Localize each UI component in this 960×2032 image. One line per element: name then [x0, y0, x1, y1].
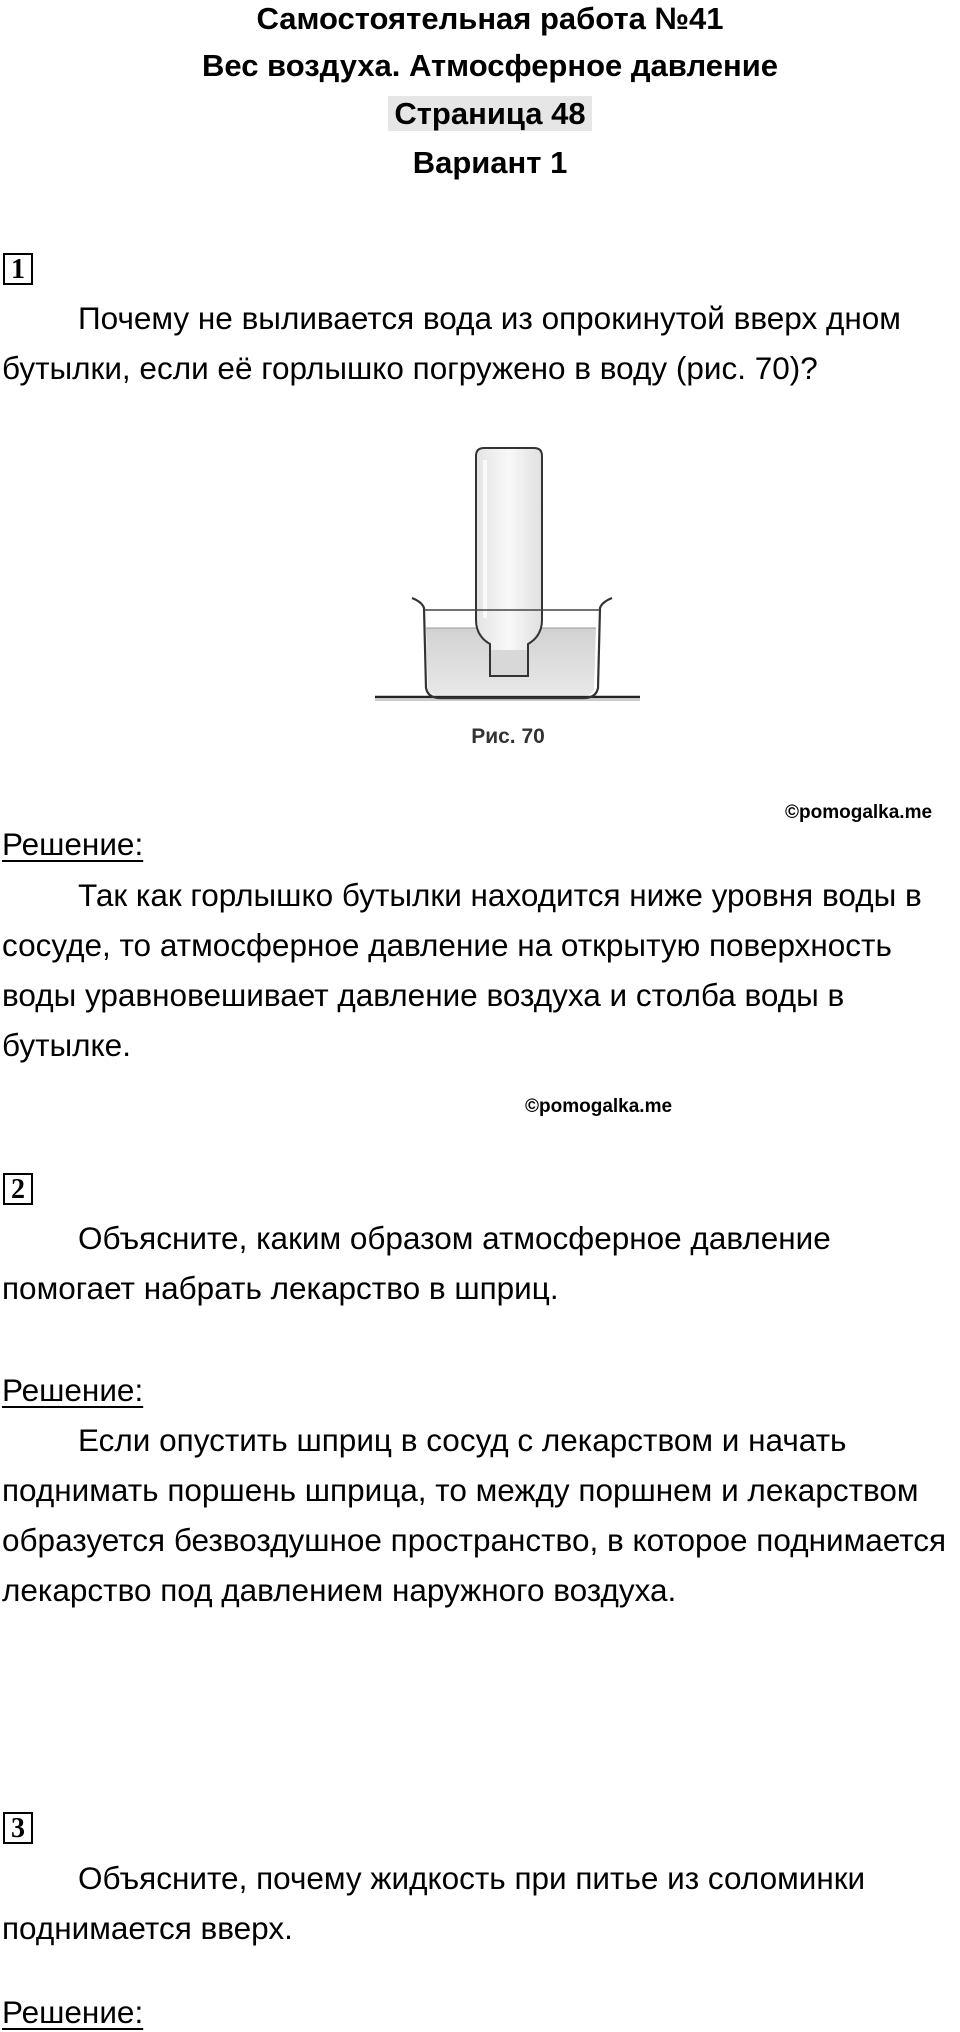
solution-label: Решение: — [2, 1372, 144, 1408]
task-number-box: 3 — [3, 1812, 33, 1844]
task-question: Почему не выливается вода из опрокинутой вверх дном бутылки, если её горлышко погружено в воду (рис. 70)? — [2, 300, 901, 386]
page-number-line — [0, 95, 960, 133]
variant-label: Вариант 1 — [412, 145, 568, 180]
watermark: ©pomogalka.me — [785, 802, 933, 823]
task-question: Объясните, почему жидкость при питье из соломинки поднимается вверх. — [2, 1860, 866, 1946]
figure-bottle-in-beaker — [370, 440, 640, 760]
solution-label: Решение: — [2, 826, 144, 862]
page-title: Самостоятельная работа №41 — [256, 1, 724, 36]
figure-caption: Рис. 70 — [471, 725, 545, 748]
solution-text: Если опустить шприц в сосуд с лекарством и начать поднимать поршень шприца, то между поршнем и лекарством образуется безвоздушное пространство, в которое поднимается лекарство под давлением наружного воздуха. — [2, 1422, 947, 1608]
task-number-box: 1 — [3, 253, 33, 285]
page-subtitle: Вес воздуха. Атмосферное давление — [201, 48, 778, 83]
watermark: ©pomogalka.me — [525, 1096, 673, 1117]
task-number-box: 2 — [3, 1173, 33, 1205]
solution-label: Решение: — [2, 1994, 144, 2030]
page-number-badge: Страница 48 — [388, 96, 591, 131]
task-question: Объясните, каким образом атмосферное давление помогает набрать лекарство в шприц. — [2, 1220, 831, 1306]
solution-text: Так как горлышко бутылки находится ниже уровня воды в сосуде, то атмосферное давление на открытую поверхность воды уравновешивает давление воздуха и столба воды в бутылке. — [2, 877, 922, 1063]
